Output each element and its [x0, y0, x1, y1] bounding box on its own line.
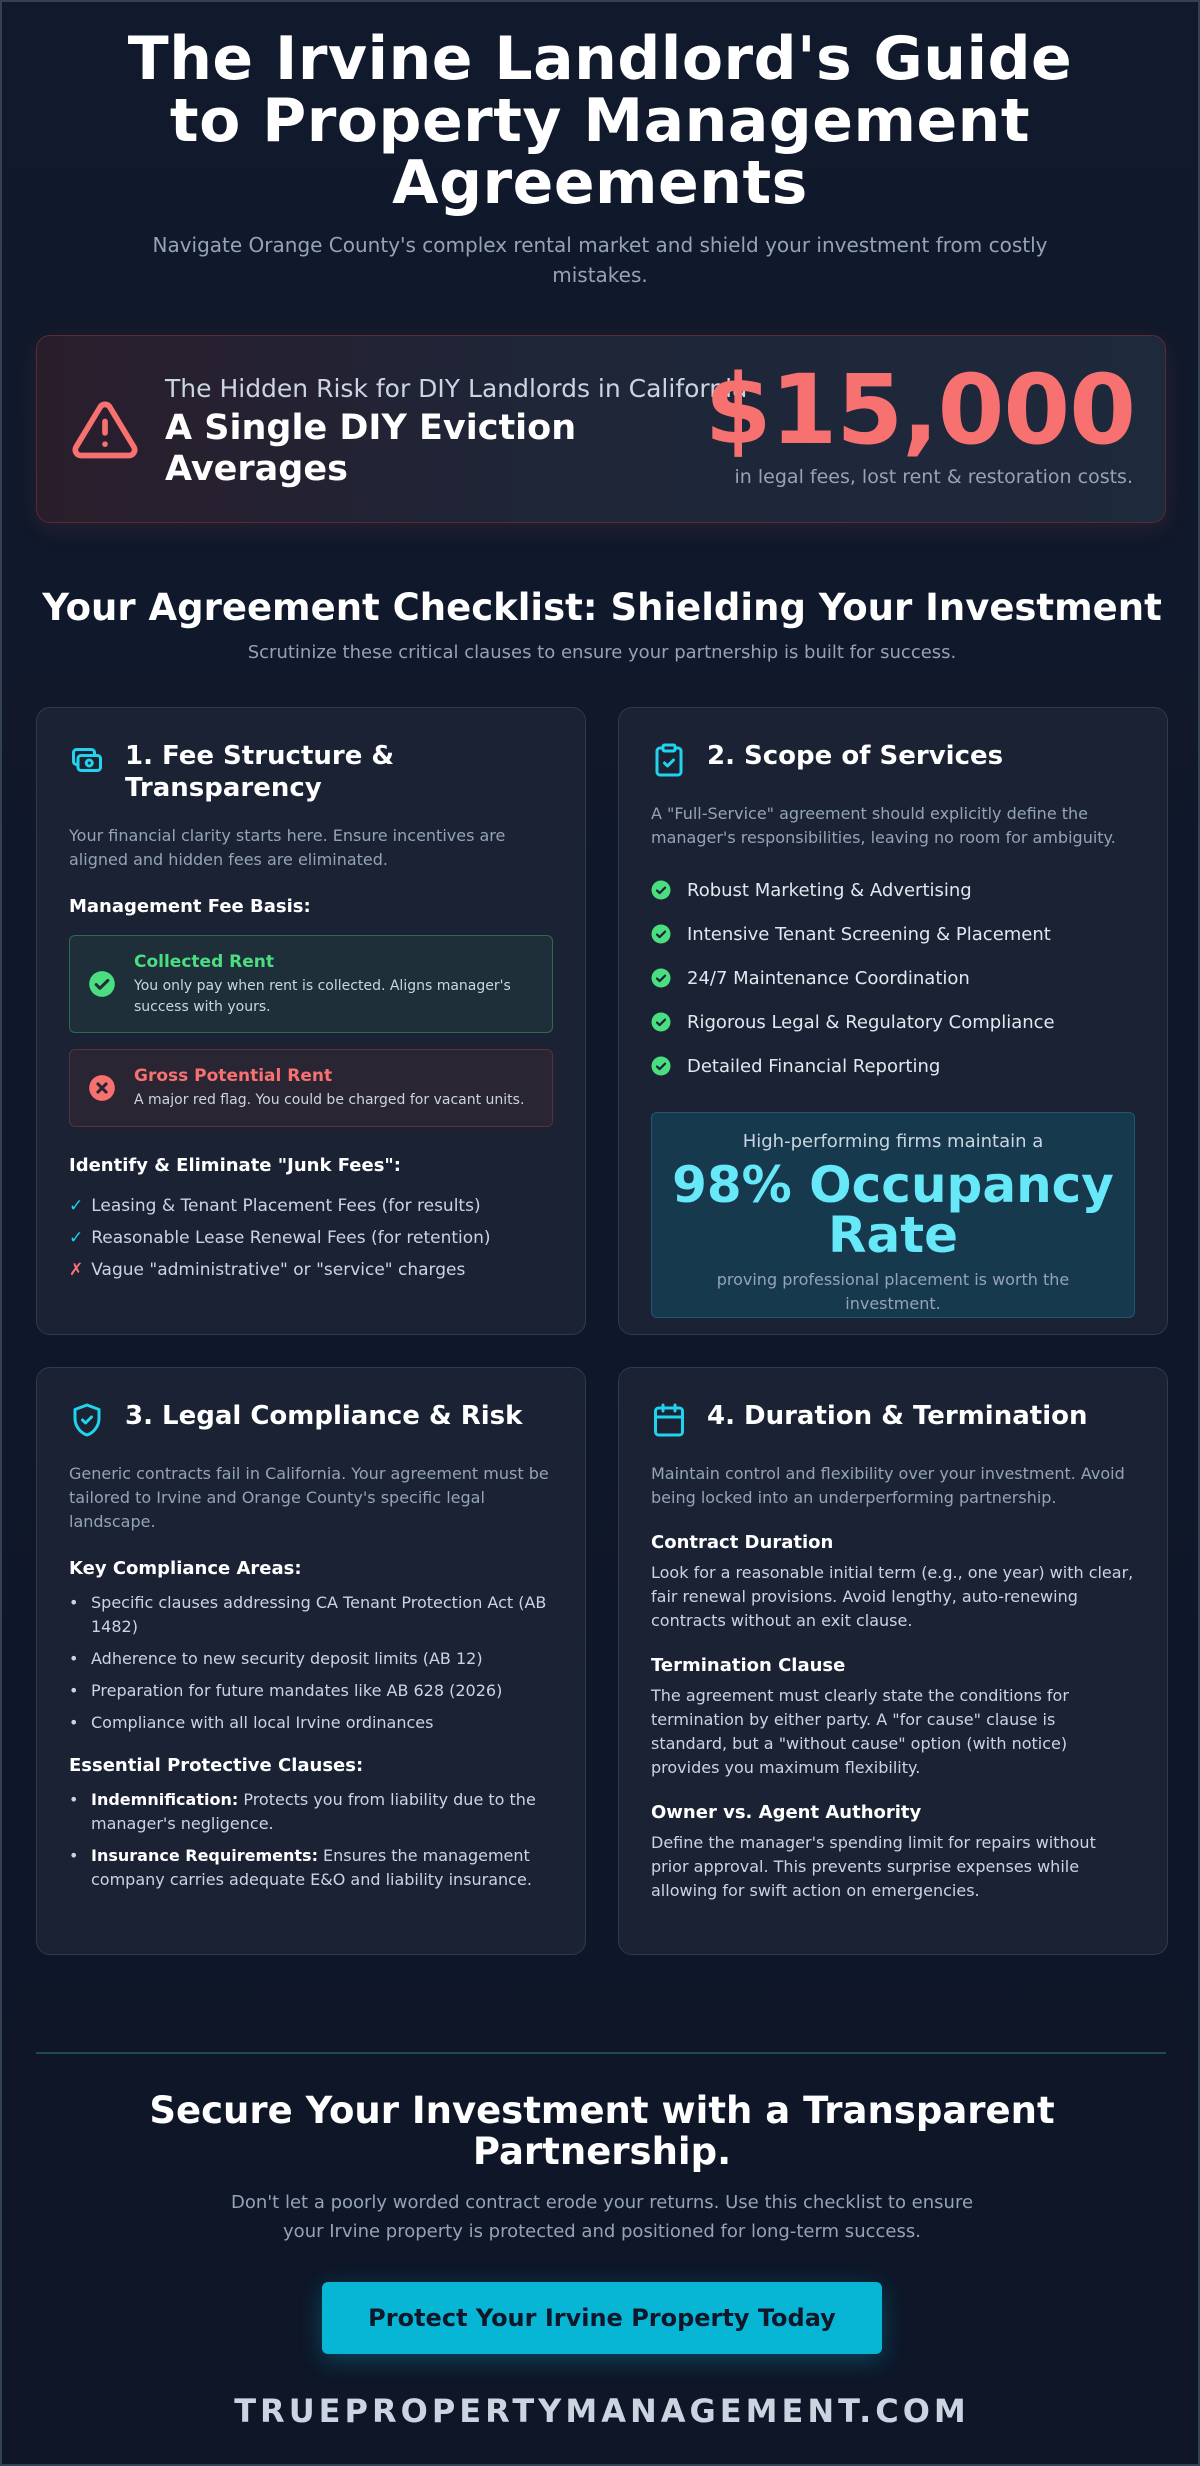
hero-section — [2, 2, 1198, 290]
scope-of-services-card — [618, 707, 1168, 1335]
risk-amount: $15,000 — [704, 354, 1135, 466]
fee-option-good — [69, 935, 553, 1033]
check-mark-icon: ✓ — [69, 1228, 84, 1248]
check-mark-icon: ✓ — [69, 1196, 84, 1216]
list-item: • Specific clauses addressing CA Tenant Protection Act (AB 1482) — [69, 1591, 553, 1639]
stat-value: 98% Occupancy Rate — [672, 1156, 1114, 1264]
risk-banner — [36, 335, 1166, 523]
fee-basis-heading: Management Fee Basis: — [69, 896, 311, 917]
card-title: 3. Legal Compliance & Risk — [125, 1401, 523, 1431]
card-header — [651, 1400, 1135, 1438]
card-intro: Your financial clarity starts here. Ensure incentives are aligned and hidden fees are eliminated. — [69, 826, 506, 869]
check-circle-icon — [651, 1012, 671, 1032]
section-text: Define the manager's spending limit for repairs without prior approval. This prevents surprise expenses while allowing for swift action on emergencies. — [651, 1833, 1096, 1900]
checklist-title: Your Agreement Checklist: Shielding Your Investment — [42, 586, 1162, 629]
shield-check-icon — [69, 1402, 105, 1438]
list-item: • Preparation for future mandates like AB 628 (2026) — [69, 1679, 553, 1703]
compliance-areas-heading: Key Compliance Areas: — [69, 1558, 302, 1579]
card-header — [69, 740, 553, 804]
footer-site-link[interactable]: TRUEPROPERTYMANAGEMENT.COM — [234, 2392, 970, 2430]
risk-subheading: The Hidden Risk for DIY Landlords in California — [165, 374, 748, 403]
stat-pre: High-performing firms maintain a — [742, 1131, 1044, 1152]
fee-option-desc: You only pay when rent is collected. Aligns manager's success with yours. — [134, 978, 511, 1015]
list-item-text: Intensive Tenant Screening & Placement — [687, 923, 1051, 945]
card-intro: Maintain control and flexibility over your investment. Avoid being locked into an underperforming partnership. — [651, 1464, 1125, 1507]
card-header — [651, 740, 1135, 778]
section-heading: Termination Clause — [651, 1655, 846, 1676]
fee-structure-card — [36, 707, 586, 1335]
card-intro: Generic contracts fail in California. Your agreement must be tailored to Irvine and Orange County's specific legal landscape. — [69, 1464, 549, 1531]
list-item — [69, 1254, 553, 1286]
list-item: • Adherence to new security deposit limits (AB 12) — [69, 1647, 553, 1671]
clause-term: Insurance Requirements: — [91, 1846, 318, 1865]
check-circle-icon — [651, 924, 671, 944]
cta-section — [2, 2090, 1200, 2354]
card-intro: A "Full-Service" agreement should explicitly define the manager's responsibilities, leaving no room for ambiguity. — [651, 804, 1116, 847]
junk-fees-list — [69, 1190, 553, 1286]
list-item — [651, 1000, 1135, 1044]
x-circle-icon — [88, 1074, 116, 1102]
fee-option-desc: A major red flag. You could be charged for vacant units. — [134, 1092, 525, 1108]
services-list — [651, 868, 1135, 1088]
cta-title: Secure Your Investment with a Transparent Partnership. — [149, 2089, 1055, 2173]
clipboard-check-icon — [651, 742, 687, 778]
fee-option-name: Gross Potential Rent — [134, 1066, 333, 1086]
list-item — [69, 1190, 553, 1222]
x-mark-icon: ✗ — [69, 1260, 84, 1280]
junk-fees-heading: Identify & Eliminate "Junk Fees": — [69, 1155, 401, 1176]
risk-note: in legal fees, lost rent & restoration costs. — [734, 466, 1133, 488]
list-item — [651, 912, 1135, 956]
risk-title: A Single DIY Eviction Averages — [165, 408, 577, 489]
check-circle-icon — [651, 880, 671, 900]
clause-term: Indemnification: — [91, 1790, 239, 1809]
compliance-areas-list — [69, 1591, 553, 1735]
warning-triangle-icon — [71, 396, 139, 464]
page-subtitle: Navigate Orange County's complex rental market and shield your investment from costly mistakes. — [152, 233, 1048, 287]
list-item-text: Rigorous Legal & Regulatory Compliance — [687, 1011, 1055, 1033]
section-heading: Owner vs. Agent Authority — [651, 1802, 922, 1823]
section-heading: Contract Duration — [651, 1532, 834, 1553]
clause-text: Ensures the management company carries adequate E&O and liability insurance. — [91, 1846, 532, 1889]
duration-termination-card — [618, 1367, 1168, 1955]
card-title: 2. Scope of Services — [707, 741, 1004, 771]
stat-post: proving professional placement is worth the investment. — [716, 1270, 1070, 1313]
protective-clauses-heading: Essential Protective Clauses: — [69, 1755, 364, 1776]
list-item — [651, 1044, 1135, 1088]
protect-property-button[interactable]: Protect Your Irvine Property Today — [322, 2282, 882, 2354]
check-circle-icon — [651, 968, 671, 988]
section-text: Look for a reasonable initial term (e.g., one year) with clear, fair renewal provisions. Avoid lengthy, auto-renewing contracts without an exit clause. — [651, 1563, 1134, 1630]
list-item-text: Vague "administrative" or "service" charges — [91, 1260, 466, 1280]
list-item-text: Leasing & Tenant Placement Fees (for results) — [91, 1196, 481, 1216]
fee-option-bad — [69, 1049, 553, 1127]
fee-option-name: Collected Rent — [134, 952, 275, 972]
legal-compliance-card — [36, 1367, 586, 1955]
list-item: • Compliance with all local Irvine ordinances — [69, 1711, 553, 1735]
list-item — [651, 956, 1135, 1000]
cta-text: Don't let a poorly worded contract erode your returns. Use this checklist to ensure your Irvine property is protected and positioned for long-term success. — [230, 2192, 974, 2242]
list-item — [651, 868, 1135, 912]
check-circle-icon — [88, 970, 116, 998]
section-divider — [36, 2052, 1166, 2054]
section-text: The agreement must clearly state the conditions for termination by either party. A "for cause" clause is standard, but a "without cause" option (with notice) provides you maximum flexibility. — [651, 1686, 1069, 1777]
list-item — [69, 1222, 553, 1254]
list-item-text: Detailed Financial Reporting — [687, 1055, 941, 1077]
checklist-header — [2, 586, 1200, 663]
occupancy-stat-box — [651, 1112, 1135, 1318]
protective-clauses-list — [69, 1788, 553, 1892]
list-item-text: Reasonable Lease Renewal Fees (for retention) — [91, 1228, 491, 1248]
money-icon — [69, 742, 105, 778]
list-item — [69, 1844, 553, 1892]
clause-text: Protects you from liability due to the manager's negligence. — [91, 1790, 536, 1833]
list-item — [69, 1788, 553, 1836]
card-header — [69, 1400, 553, 1438]
card-title: 4. Duration & Termination — [707, 1401, 1088, 1431]
page-title: The Irvine Landlord's Guide to Property Management Agreements — [127, 24, 1073, 218]
list-item-text: Robust Marketing & Advertising — [687, 879, 972, 901]
list-item-text: 24/7 Maintenance Coordination — [687, 967, 970, 989]
card-title: 1. Fee Structure & Transparency — [125, 741, 395, 803]
calendar-icon — [651, 1402, 687, 1438]
checklist-subtitle: Scrutinize these critical clauses to ensure your partnership is built for success. — [247, 642, 957, 663]
check-circle-icon — [651, 1056, 671, 1076]
